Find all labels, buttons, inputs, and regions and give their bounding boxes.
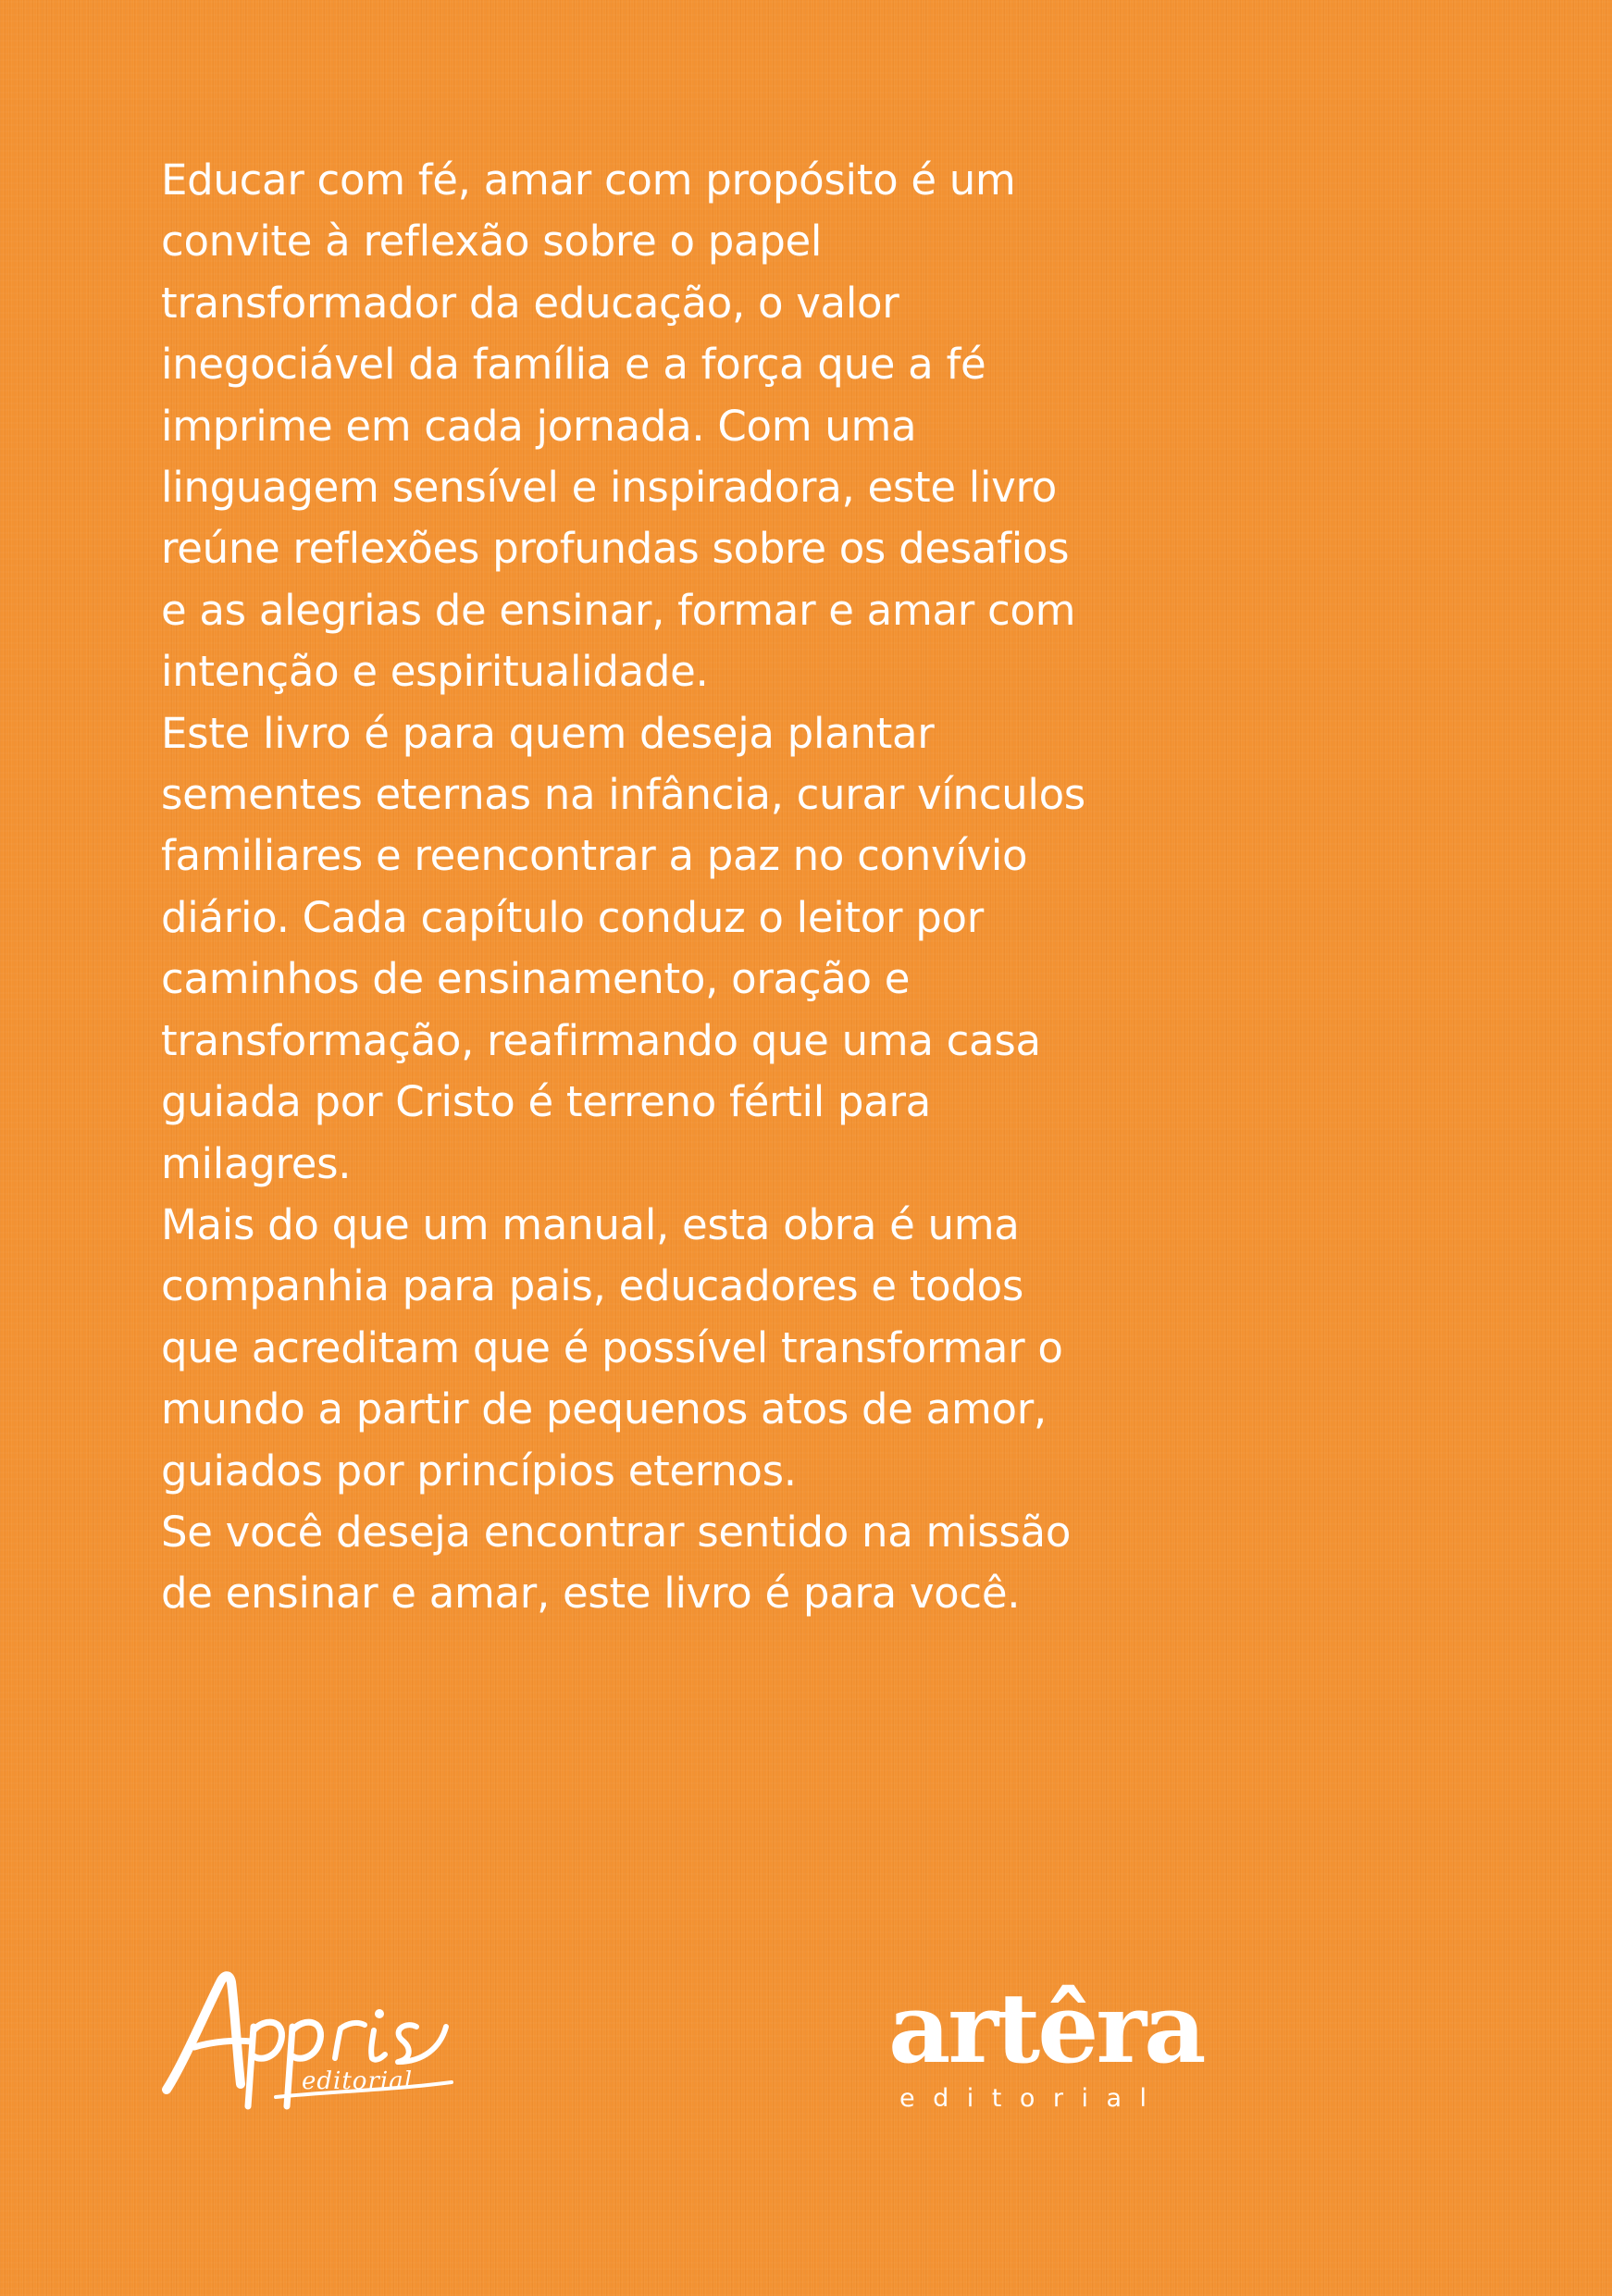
blurb-line: Mais do que um manual, esta obra é uma	[161, 1199, 1020, 1249]
blurb-line: guiada por Cristo é terreno fértil para	[161, 1077, 931, 1127]
blurb-line: Educar com fé, amar com propósito é um	[161, 155, 1016, 205]
blurb-line: linguagem sensível e inspiradora, este livro	[161, 463, 1057, 513]
blurb-line: sementes eternas na infância, curar vínculos	[161, 770, 1085, 820]
blurb-line: transformador da educação, o valor	[161, 278, 899, 328]
blurb-line: milagres.	[161, 1138, 352, 1188]
blurb-line: Se você deseja encontrar sentido na missão	[161, 1507, 1072, 1557]
back-cover-blurb	[161, 150, 1234, 1625]
artera-logo-word: artêra	[888, 1971, 1204, 2085]
blurb-line: diário. Cada capítulo conduz o leitor por	[161, 892, 984, 942]
blurb-line: transformação, reafirmando que uma casa	[161, 1015, 1041, 1065]
blurb-line: companhia para pais, educadores e todos	[161, 1261, 1024, 1311]
blurb-line: convite à reflexão sobre o papel	[161, 217, 823, 267]
blurb-line: familiares e reencontrar a paz no convívio	[161, 831, 1028, 881]
artera-editorial-logo-icon	[888, 1971, 1240, 2119]
blurb-line: caminhos de ensinamento, oração e	[161, 954, 911, 1004]
blurb-line: inegociável da família e a força que a fé	[161, 340, 986, 390]
appris-editorial-logo-icon	[155, 1962, 470, 2110]
appris-editorial-sub: editorial	[302, 2067, 414, 2095]
artera-logo-sub: editorial	[899, 2084, 1165, 2113]
blurb-line: reúne reflexões profundas sobre os desafios	[161, 524, 1070, 574]
blurb-line: guiados por princípios eternos.	[161, 1446, 797, 1496]
blurb-line: e as alegrias de ensinar, formar e amar com	[161, 585, 1076, 635]
blurb-line: imprime em cada jornada. Com uma	[161, 401, 917, 451]
blurb-line: mundo a partir de pequenos atos de amor,	[161, 1384, 1047, 1434]
blurb-line: Este livro é para quem deseja plantar	[161, 708, 935, 758]
blurb-line: que acreditam que é possível transformar o	[161, 1322, 1063, 1372]
blurb-line: intenção e espiritualidade.	[161, 647, 709, 697]
blurb-line: de ensinar e amar, este livro é para você.	[161, 1569, 1021, 1619]
